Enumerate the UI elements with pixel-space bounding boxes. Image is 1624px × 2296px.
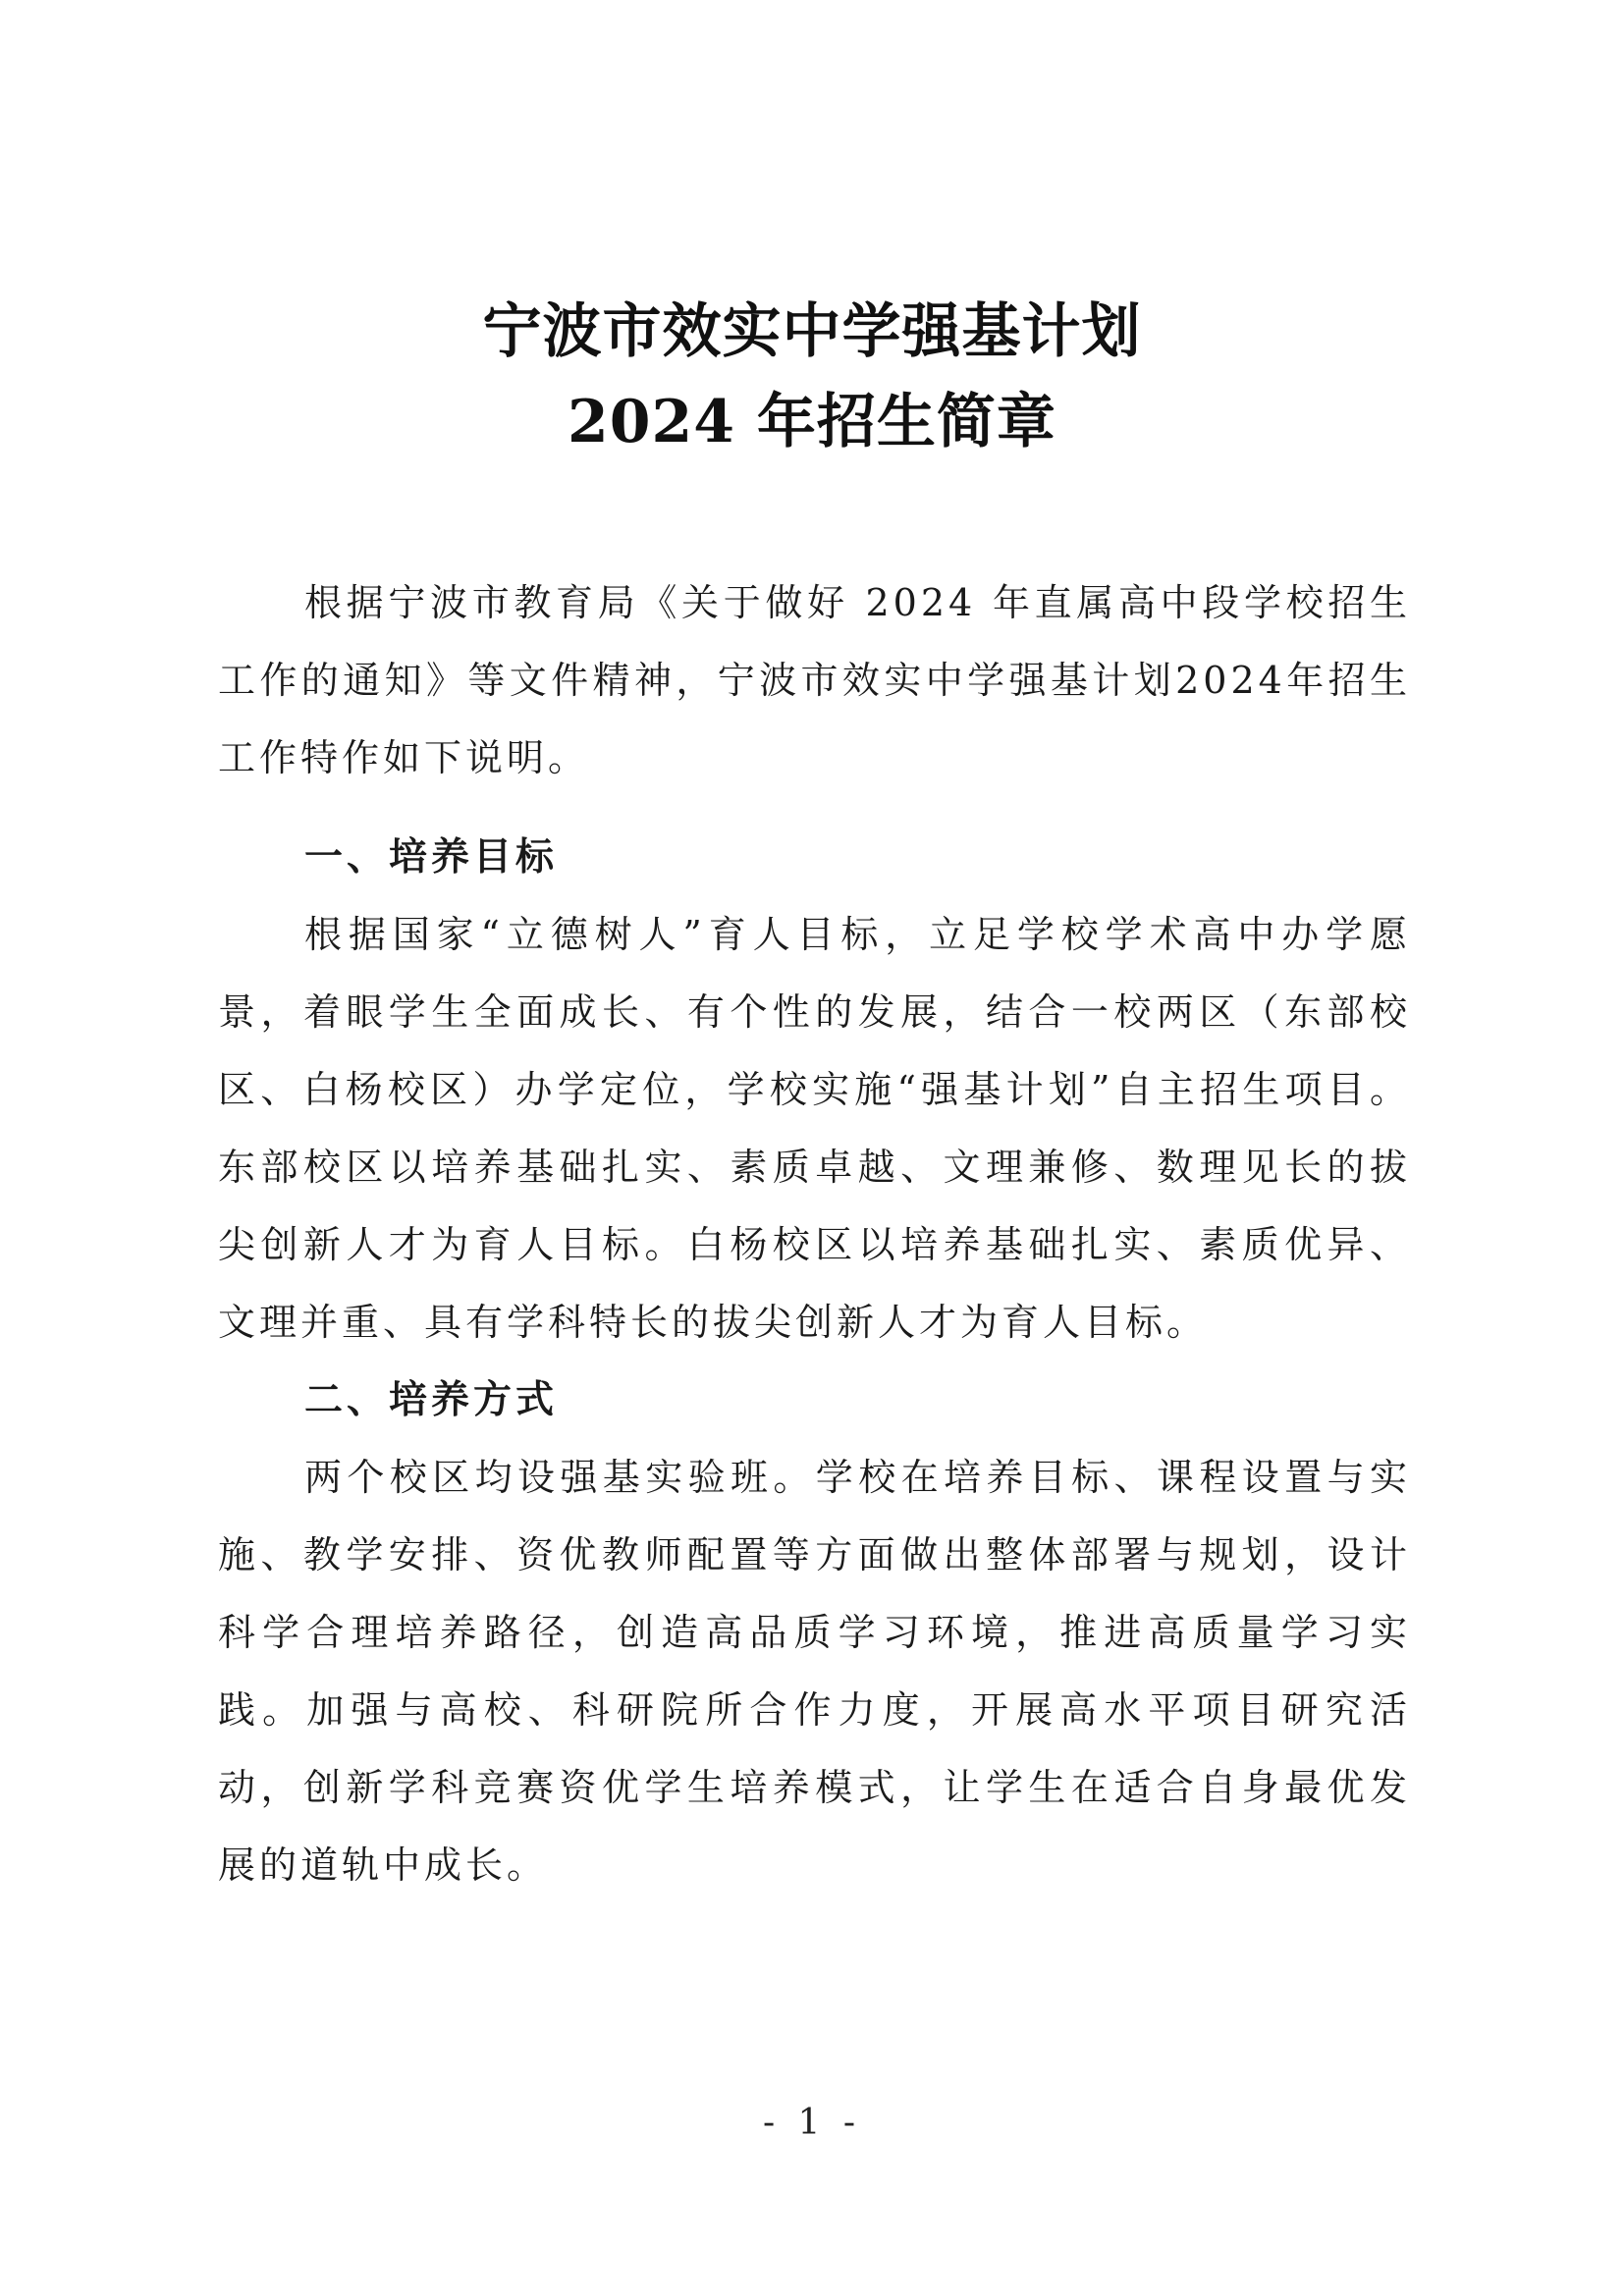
page-number: - 1 - <box>762 2103 862 2143</box>
section-heading-goals: 一、培养目标 <box>304 835 559 880</box>
intro-paragraph: 根据宁波市教育局《关于做好 2024 年直属高中段学校招生工作的通知》等文件精神，宁波市效实中学强基计划2024年招生工作特作如下说明。 <box>218 581 1411 779</box>
section-paragraph-goals: 根据国家“立德树人”育人目标，立足学校学术高中办学愿景，着眼学生全面成长、有个性的发展，结合一校两区（东部校区、白杨校区）办学定位，学校实施“强基计划”自主招生项目。东部校区以培养基础扎实、素质卓越、文理兼修、数理见长的拔尖创新人才为育人目标。白杨校区以培养基础扎实、素质优异、文理并重、具有学科特长的拔尖创新人才为育人目标。 <box>218 913 1411 1344</box>
document-body <box>218 564 1411 1904</box>
section-heading-methods: 二、培养方式 <box>304 1378 559 1422</box>
title-line-2: 2024 年招生简章 <box>568 388 1056 456</box>
title-line-1: 宁波市效实中学强基计划 <box>482 297 1142 366</box>
document-title <box>0 287 1624 467</box>
section-paragraph-methods: 两个校区均设强基实验班。学校在培养目标、课程设置与实施、教学安排、资优教师配置等方面做出整体部署与规划，设计科学合理培养路径，创造高品质学习环境，推进高质量学习实践。加强与高校、科研院所合作力度，开展高水平项目研究活动，创新学科竞赛资优学生培养模式，让学生在适合自身最优发展的道轨中成长。 <box>218 1456 1411 1887</box>
